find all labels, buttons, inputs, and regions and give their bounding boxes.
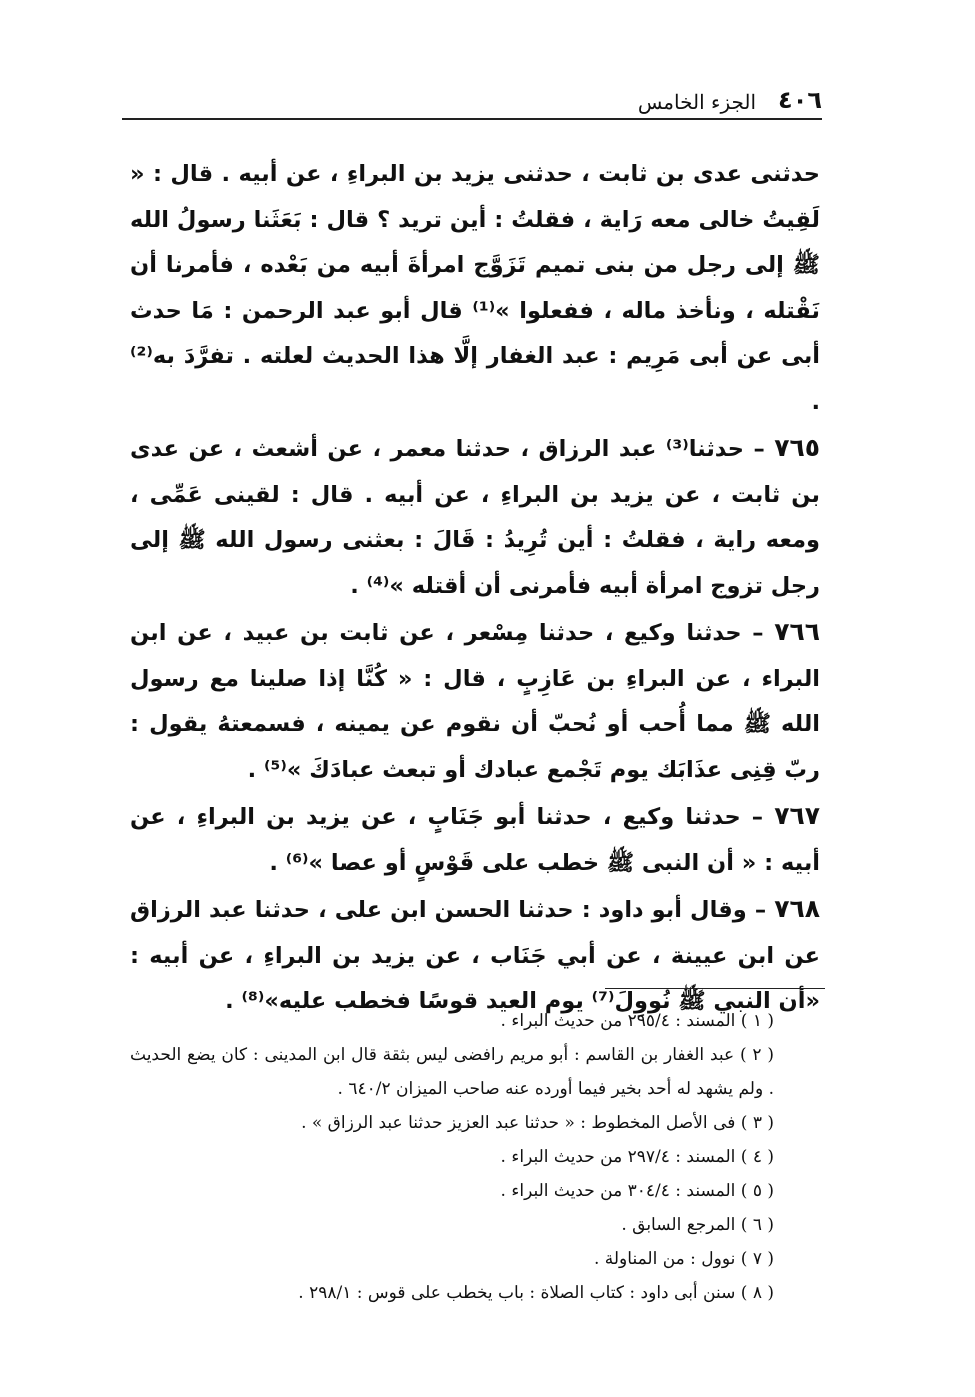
hadith-text: – حدثنا⁽³⁾ عبد الرزاق ، حدثنا معمر ، عن أشعث ، عن عدى بن ثابت ، عن يزيد بن البراءِ ، عن أبيه . قال : لقينى عَمِّى ، ومعه راية ، فقلتُ : أين تُرِيدُ : قَالَ : بعثنى رسول الله ﷺ إلى رجل تزوج امرأة أبيه فأمرنى أن أقتله »⁽⁴⁾ . <box>130 436 820 599</box>
hadith-767 <box>130 793 820 886</box>
hadith-number: ٧٦٦ <box>774 617 820 646</box>
hadith-text: – حدثنا وكيع ، حدثنا أبو جَنَابٍ ، عن يزيد بن البراءِ ، عن أبيه : « أن النبى ﷺ خطب على قَوْسٍ أو عصا »⁽⁶⁾ . <box>130 804 820 876</box>
footnotes <box>130 1004 820 1310</box>
page-number: ٤٠٦ <box>778 86 822 114</box>
hadith-765 <box>130 425 820 609</box>
footnote-5: ( ٥ ) المسند : ٣٠٤/٤ من حديث البراء . <box>500 1181 774 1201</box>
footnote-2: ( ٢ ) عبد الغفار بن القاسم : أبو مريم رافضى ليس بثقة قال ابن المدينى : كان يضع الحديث . ولم يشهد له أحد بخير فيما أورده عنه صاحب الميزان ٦٤٠/٢ . <box>130 1045 774 1099</box>
footnote-8: ( ٨ ) سنن أبى داود : كتاب الصلاة : باب يخطب على قوس : ٢٩٨/١ . <box>298 1283 774 1303</box>
footnote-4: ( ٤ ) المسند : ٢٩٧/٤ من حديث البراء . <box>500 1147 774 1167</box>
hadith-number: ٧٦٨ <box>774 894 820 923</box>
footnote-7: ( ٧ ) نوول : من المناولة . <box>593 1249 774 1269</box>
footnote-1: ( ١ ) المسند : ٢٩٥/٤ من حديث البراء . <box>500 1011 774 1031</box>
hadith-number: ٧٦٧ <box>774 801 820 830</box>
footnote-divider <box>605 988 825 989</box>
hadith-text: – وقال أبو داود : حدثنا الحسن ابن على ، حدثنا عبد الرزاق عن ابن عيينة ، عن أبي جَنَاب ، عن يزيد بن البراءِ ، عن أبيه : «أن النبي ﷺ نُووِلَ⁽⁷⁾ يوم العيد قوسًا فخطب عليه»⁽⁸⁾ . <box>130 897 820 1014</box>
footnote-3: ( ٣ ) فى الأصل المخطوط : « حدثنا عبد العزيز حدثنا عبد الرزاق » . <box>301 1113 774 1133</box>
hadith-number: ٧٦٥ <box>774 433 820 462</box>
hadith-continuation: حدثنى عدى بن ثابت ، حدثنى يزيد بن البراءِ ، عن أبيه . قال : « لَقِيتُ خالى معه رَاية ، فقلتُ : أين تريد ؟ قال : بَعَثَنا رسولُ الله ﷺ إلى رجل من بنى تميم تَزَوَّج امرأةَ أبيه من بَعْده ، فأمرنا أن نَقْتله ، ونأخذ ماله ، ففعلوا »⁽¹⁾ قال أبو عبد الرحمن : مَا حدث أبى عن أبى مَرِيم : عبد الغفار إلَّا هذا الحديث لعلته . تفرَّدَ به⁽²⁾ . <box>130 161 821 415</box>
page-header <box>122 78 822 120</box>
hadith-766 <box>130 609 820 793</box>
footnote-6: ( ٦ ) المرجع السابق . <box>621 1215 774 1235</box>
main-text <box>130 152 820 1025</box>
hadith-text: – حدثنا وكيع ، حدثنا مِسْعر ، عن ثابت بن عبيد ، عن ابن البراء ، عن البراءِ بن عَازِبٍ ، قال : « كُنَّا إذا صلينا مع رسول الله ﷺ مما أُحب أو نُحبّ أن نقوم عن يمينه ، فسمعتهُ يقول : ربّ قِنِى عذَابَك يوم تَجْمع عبادك أو تبعث عبادَكَ »⁽⁵⁾ . <box>130 620 820 783</box>
part-title: الجزء الخامس <box>637 90 757 114</box>
